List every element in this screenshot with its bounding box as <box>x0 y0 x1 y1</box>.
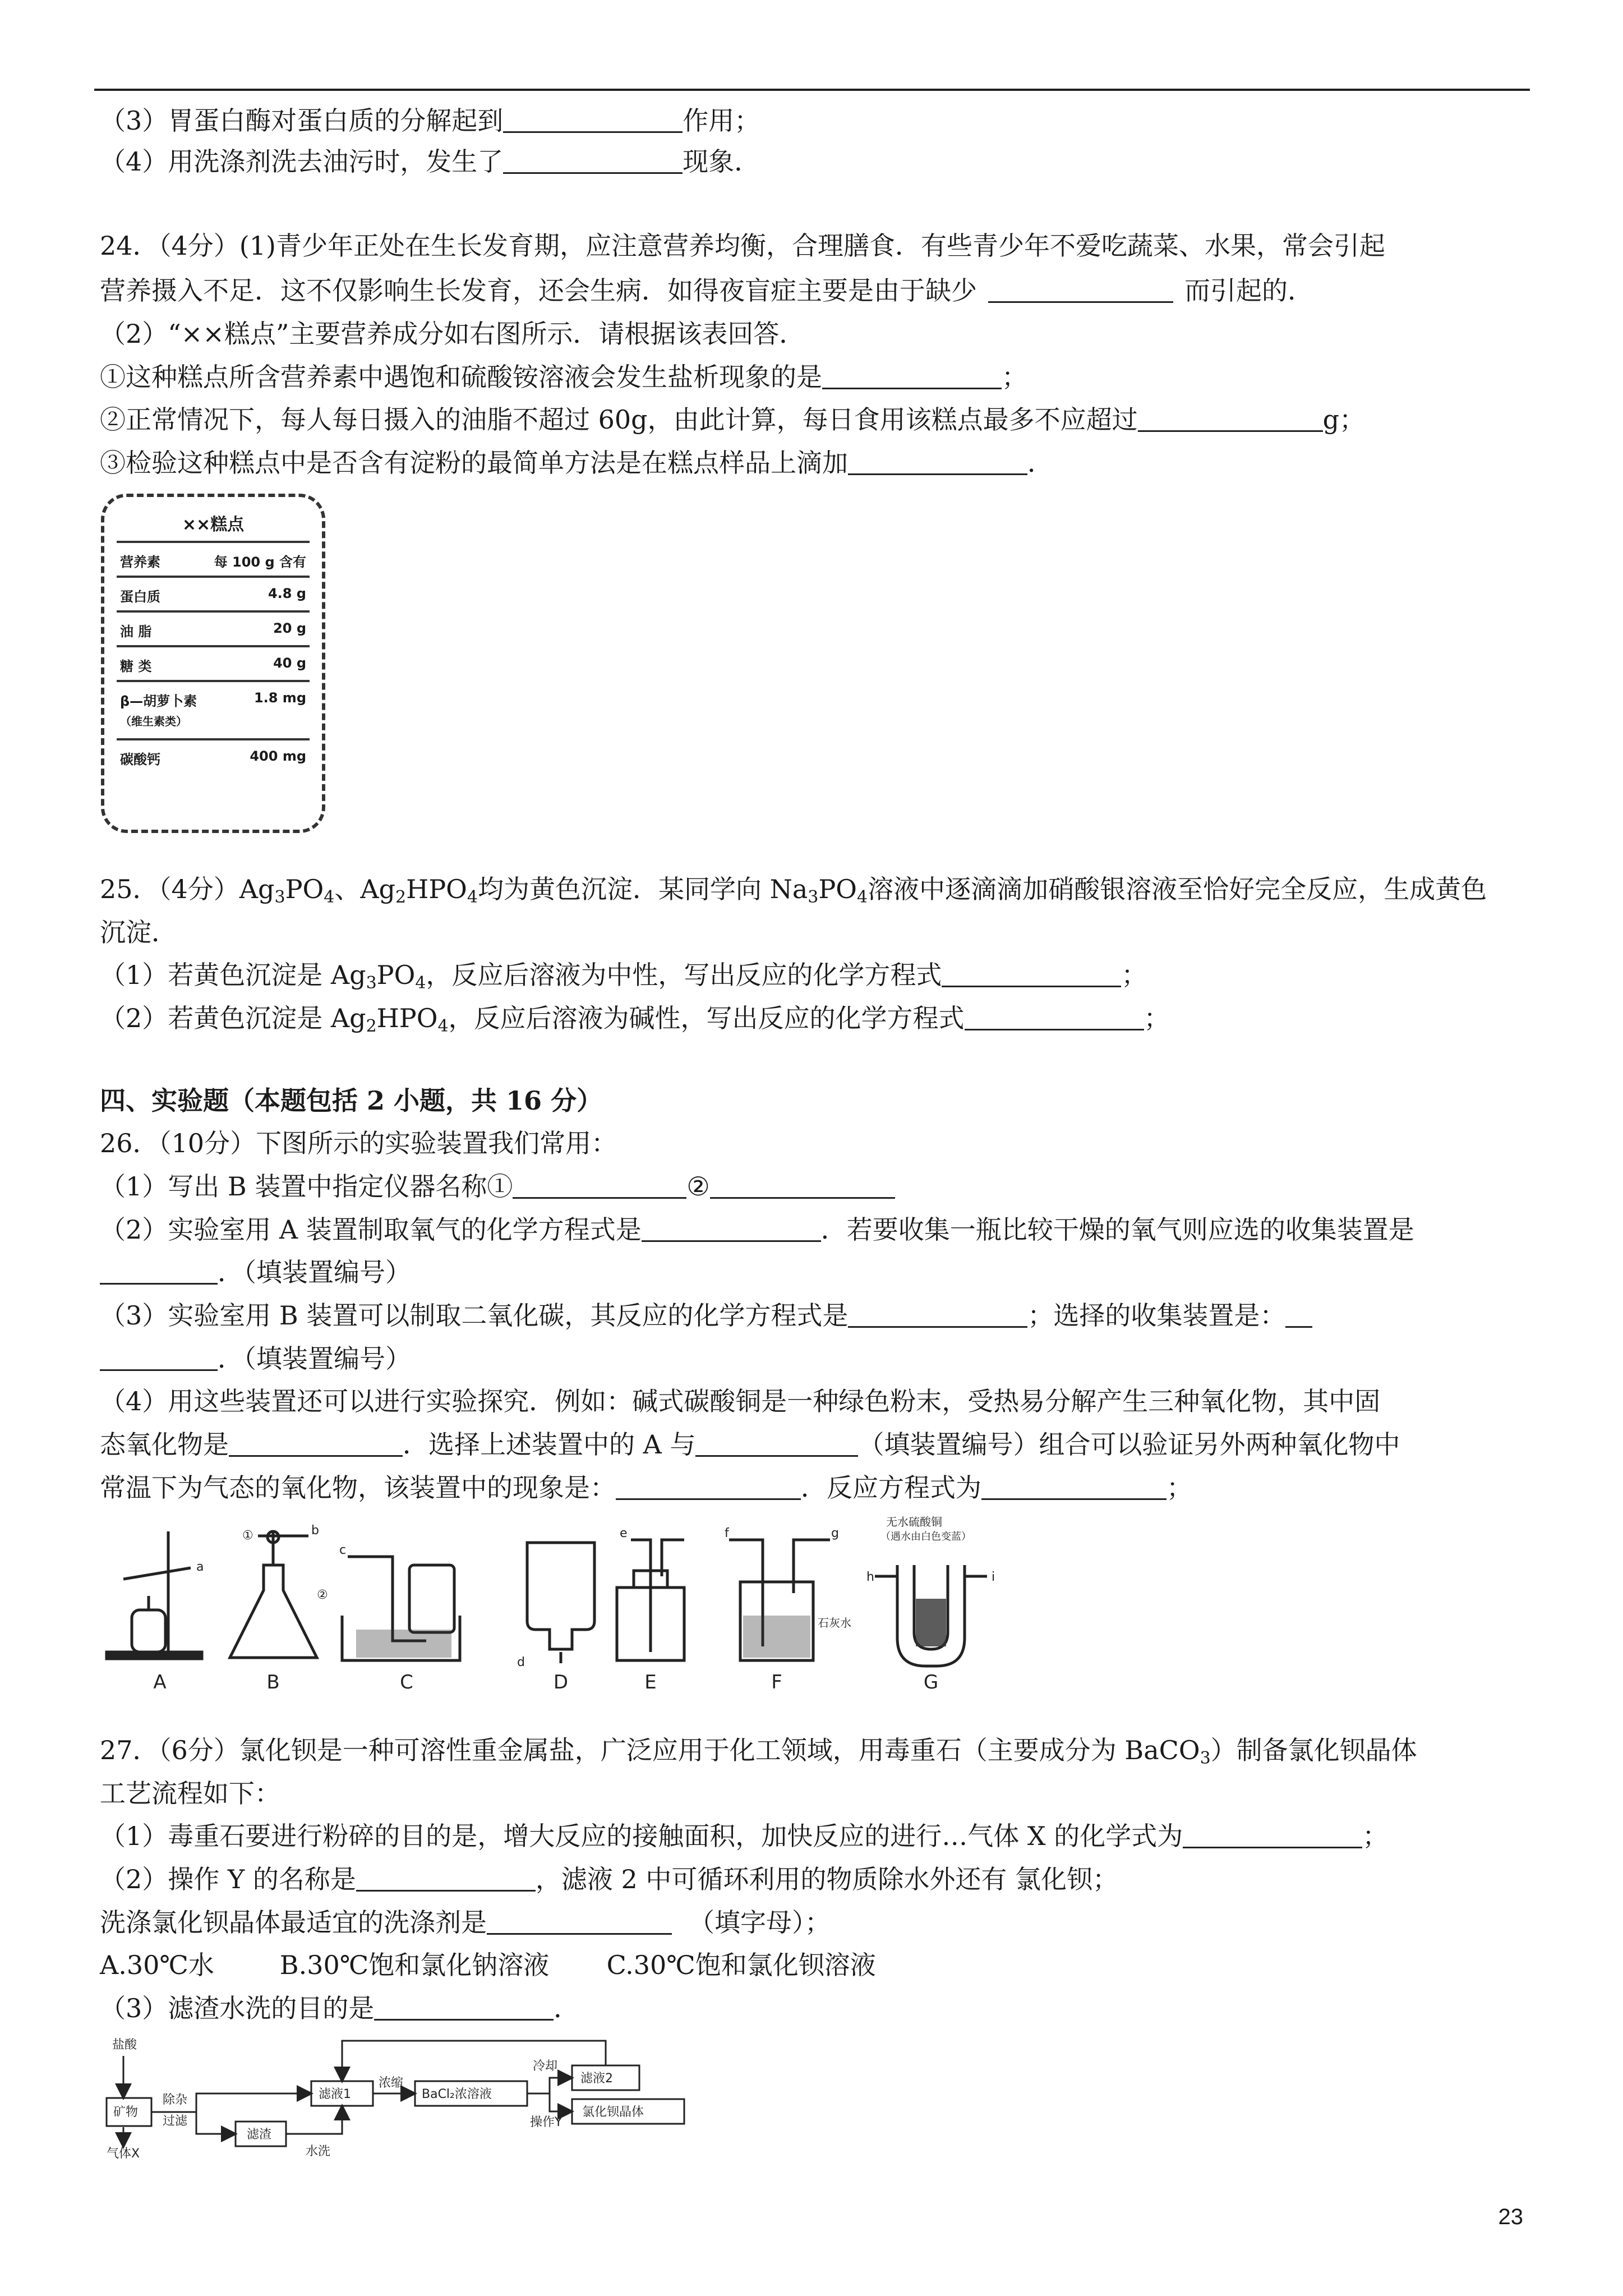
nutrition-table <box>101 494 325 833</box>
apparatus-figure <box>101 1515 1032 1694</box>
text-line: （3）胃蛋白酶对蛋白质的分解起到 作用； <box>100 105 760 136</box>
circle-1: ① <box>242 1529 253 1543</box>
text-line: （3）实验室用 B 装置可以制取二氧化碳，其反应的化学方程式是 ；选择的收集装置是： <box>100 1299 1312 1332</box>
flow-gasX: 气体X <box>107 2147 140 2160</box>
text-line: （1）写出 B 装置中指定仪器名称① ② <box>100 1170 895 1203</box>
nutrition-row: 碳酸钙 400 mg <box>117 738 310 773</box>
flow-residue: 滤渣 <box>247 2128 272 2142</box>
text-line: ③检验这种糕点中是否含有淀粉的最简单方法是在糕点样品上滴加 ． <box>100 448 1053 478</box>
header-rule <box>94 89 1530 91</box>
flow-bacl2: BaCl₂浓溶液 <box>422 2087 492 2101</box>
apparatus-label-E: E <box>644 1671 657 1694</box>
apparatus-label-C: C <box>400 1671 413 1694</box>
text-line: （2）实验室用 A 装置制取氧气的化学方程式是 ．若要收集一瓶比较干燥的氧气则应选的收集装置是 <box>100 1214 1414 1245</box>
text-line: 营养摄入不足．这不仅影响生长发育，还会生病．如得夜盲症主要是由于缺少 而引起的． <box>100 275 1313 306</box>
port-e: e <box>620 1526 628 1540</box>
text-line: （2）“××糕点”主要营养成分如右图所示．请根据该表回答． <box>100 319 805 349</box>
question-24: 24．（4分）(1)青少年正处在生长发育期，应注意营养均衡，合理膳食．有些青少年不爱吃蔬菜、水果，常会引起 <box>100 231 1385 261</box>
text-line: 工艺流程如下： <box>100 1778 280 1809</box>
text-line: A.30℃水 B.30℃饱和氯化钠溶液 C.30℃饱和氯化钡溶液 <box>100 1950 876 1980</box>
flow-crystal: 氯化钡晶体 <box>582 2105 644 2119</box>
text-line: 态氧化物是 ．选择上述装置中的 A 与 （填装置编号）组合可以验证另外两种氧化物中 <box>100 1429 1400 1460</box>
flow-hcl: 盐酸 <box>112 2038 137 2052</box>
port-a: a <box>196 1560 204 1574</box>
port-h: h <box>866 1570 874 1584</box>
text-line: ②正常情况下，每人每日摄入的油脂不超过 60g，由此计算，每日食用该糕点最多不应超过 g； <box>100 404 1366 435</box>
text-line: 洗涤氯化钡晶体最适宜的洗涤剂是 （填字母）； <box>100 1907 831 1938</box>
text-line: （4）用洗涤剂洗去油污时，发生了 现象． <box>100 146 760 177</box>
flow-step1b: 过滤 <box>163 2114 188 2128</box>
text-line: 沉淀． <box>100 917 177 947</box>
question-25: 25．（4分）$Ag_3PO_4$、$Ag_2HPO_4$均为黄色沉淀．某同学向 $Na_3PO_4$溶液中逐滴滴加硝酸银溶液至恰好完全反应，生成黄色 <box>100 874 1487 907</box>
nutrition-row: 油 脂 20 g <box>117 610 310 645</box>
port-f: f <box>725 1526 729 1540</box>
text-line: ①这种糕点所含营养素中遇饱和硫酸铵溶液会发生盐析现象的是 ； <box>100 362 1027 392</box>
page-number: 23 <box>1498 2205 1523 2229</box>
circle-2: ② <box>317 1588 328 1602</box>
g-label-2: （遇水由白色变蓝） <box>880 1531 971 1543</box>
text-line: （1）若黄色沉淀是 $Ag_3PO_4$，反应后溶液为中性，写出反应的化学方程式 ； <box>100 960 1147 993</box>
nutrition-header: 营养素 每 100 g 含有 <box>117 541 310 576</box>
flow-concentrate: 浓缩 <box>379 2076 404 2090</box>
apparatus-label-G: G <box>923 1671 939 1694</box>
flow-cool: 冷却 <box>533 2059 558 2073</box>
port-i: i <box>992 1570 995 1584</box>
flowchart <box>101 2031 718 2160</box>
text-line: ．（填装置编号） <box>100 1342 411 1375</box>
flow-filtrate2: 滤液2 <box>580 2072 613 2086</box>
nutrition-row: 蛋白质 4.8 g <box>117 576 310 610</box>
apparatus-label-F: F <box>771 1671 782 1694</box>
section-heading: 四、实验题（本题包括 2 小题，共 16 分） <box>100 1085 603 1116</box>
apparatus-label-D: D <box>553 1671 569 1694</box>
text-line: ．（填装置编号） <box>100 1255 411 1289</box>
apparatus-label-B: B <box>266 1671 280 1694</box>
port-d: d <box>517 1655 525 1669</box>
nutrition-row: 糖 类 40 g <box>117 645 310 680</box>
flow-opY: 操作Y <box>530 2115 562 2129</box>
flow-wash: 水洗 <box>306 2145 331 2159</box>
question-26: 26．（10分）下图所示的实验装置我们常用： <box>100 1128 617 1158</box>
flow-filtrate1: 滤液1 <box>319 2087 351 2101</box>
text-line: （2）操作 Y 的名称是 ，滤液 2 中可循环利用的物质除水外还有 氯化钡； <box>100 1864 1119 1894</box>
nutrition-title: ××糕点 <box>182 515 245 535</box>
text-line: （4）用这些装置还可以进行实验探究．例如：碱式碳酸铜是一种绿色粉末，受热易分解产生三种氧化物，其中固 <box>100 1386 1381 1416</box>
question-27: 27．（6分）氯化钡是一种可溶性重金属盐，广泛应用于化工领域，用毒重石（主要成分为 BaCO$_3$）制备氯化钡晶体 <box>100 1735 1417 1768</box>
flow-ore: 矿物 <box>113 2105 139 2119</box>
g-label-1: 无水硫酸铜 <box>886 1515 942 1529</box>
text-line: 常温下为气态的氧化物，该装置中的现象是： ．反应方程式为 ； <box>100 1473 1192 1503</box>
nutrition-row: β—胡萝卜素 1.8 mg （维生素类） <box>117 680 310 738</box>
port-c: c <box>339 1543 347 1557</box>
text-line: （2）若黄色沉淀是 $Ag_2HPO_4$，反应后溶液为碱性，写出反应的化学方程式 ； <box>100 1003 1170 1036</box>
text-line: （3）滤渣水洗的目的是 ． <box>100 1993 580 2023</box>
flow-step1a: 除杂 <box>163 2093 188 2107</box>
limewater-label: 石灰水 <box>818 1616 851 1630</box>
text-line: （1）毒重石要进行粉碎的目的是，增大反应的接触面积，加快反应的进行…气体 X 的化学式为 ； <box>100 1821 1389 1851</box>
apparatus-label-A: A <box>153 1671 167 1694</box>
port-g: g <box>831 1526 839 1540</box>
port-b: b <box>311 1524 319 1538</box>
